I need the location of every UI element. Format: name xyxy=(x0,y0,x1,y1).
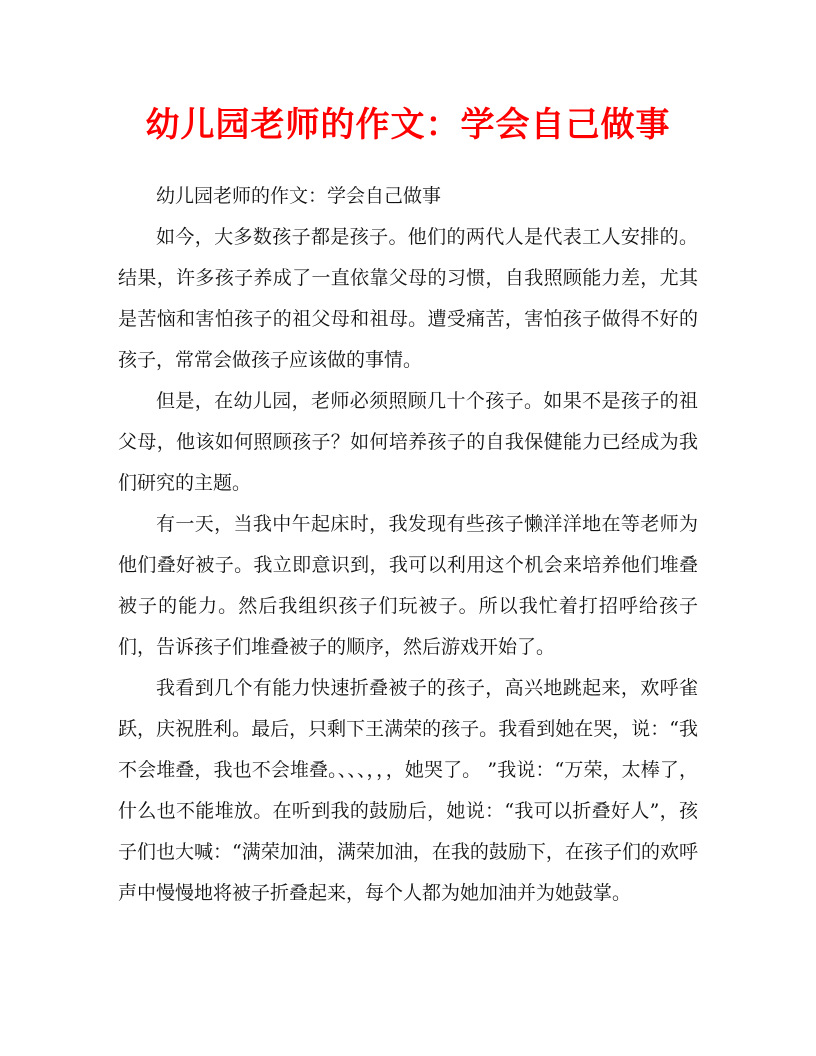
paragraph-2: 但是，在幼儿园，老师必须照顾几十个孩子。如果不是孩子的祖父母，他该如何照顾孩子？如何培养孩子的自我保健能力已经成为我们研究的主题。 xyxy=(118,390,698,494)
paragraph-3: 有一天，当我中午起床时，我发现有些孩子懒洋洋地在等老师为他们叠好被子。我立即意识到，我可以利用这个机会来培养他们堆叠被子的能力。然后我组织孩子们玩被子。所以我忙着打招呼给孩子们，告诉孩子们堆叠被子的顺序，然后游戏开始了。 xyxy=(118,513,698,658)
document-body xyxy=(118,176,698,914)
paragraph-4: 我看到几个有能力快速折叠被子的孩子，高兴地跳起来，欢呼雀跃，庆祝胜利。最后，只剩下王满荣的孩子。我看到她在哭，说：“我不会堆叠，我也不会堆叠。、、、，，，她哭了。 ”我说：“万荣，太棒了，什么也不能堆放。在听到我的鼓励后，她说：“我可以折叠好人”，孩子们也大喊：“满荣加油，满荣加油，在我的鼓励下，在孩子们的欢呼声中慢慢地将被子折叠起来，每个人都为她加油并为她鼓掌。 xyxy=(118,677,698,904)
document-subtitle: 幼儿园老师的作文：学会自己做事 xyxy=(156,185,442,207)
paragraph-1: 如今，大多数孩子都是孩子。他们的两代人是代表工人安排的。结果，许多孩子养成了一直依靠父母的习惯，自我照顾能力差，尤其是苦恼和害怕孩子的祖父母和祖母。遭受痛苦，害怕孩子做得不好的孩子，常常会做孩子应该做的事情。 xyxy=(118,226,698,371)
document-title: 幼儿园老师的作文：学会自己做事 xyxy=(145,105,671,145)
